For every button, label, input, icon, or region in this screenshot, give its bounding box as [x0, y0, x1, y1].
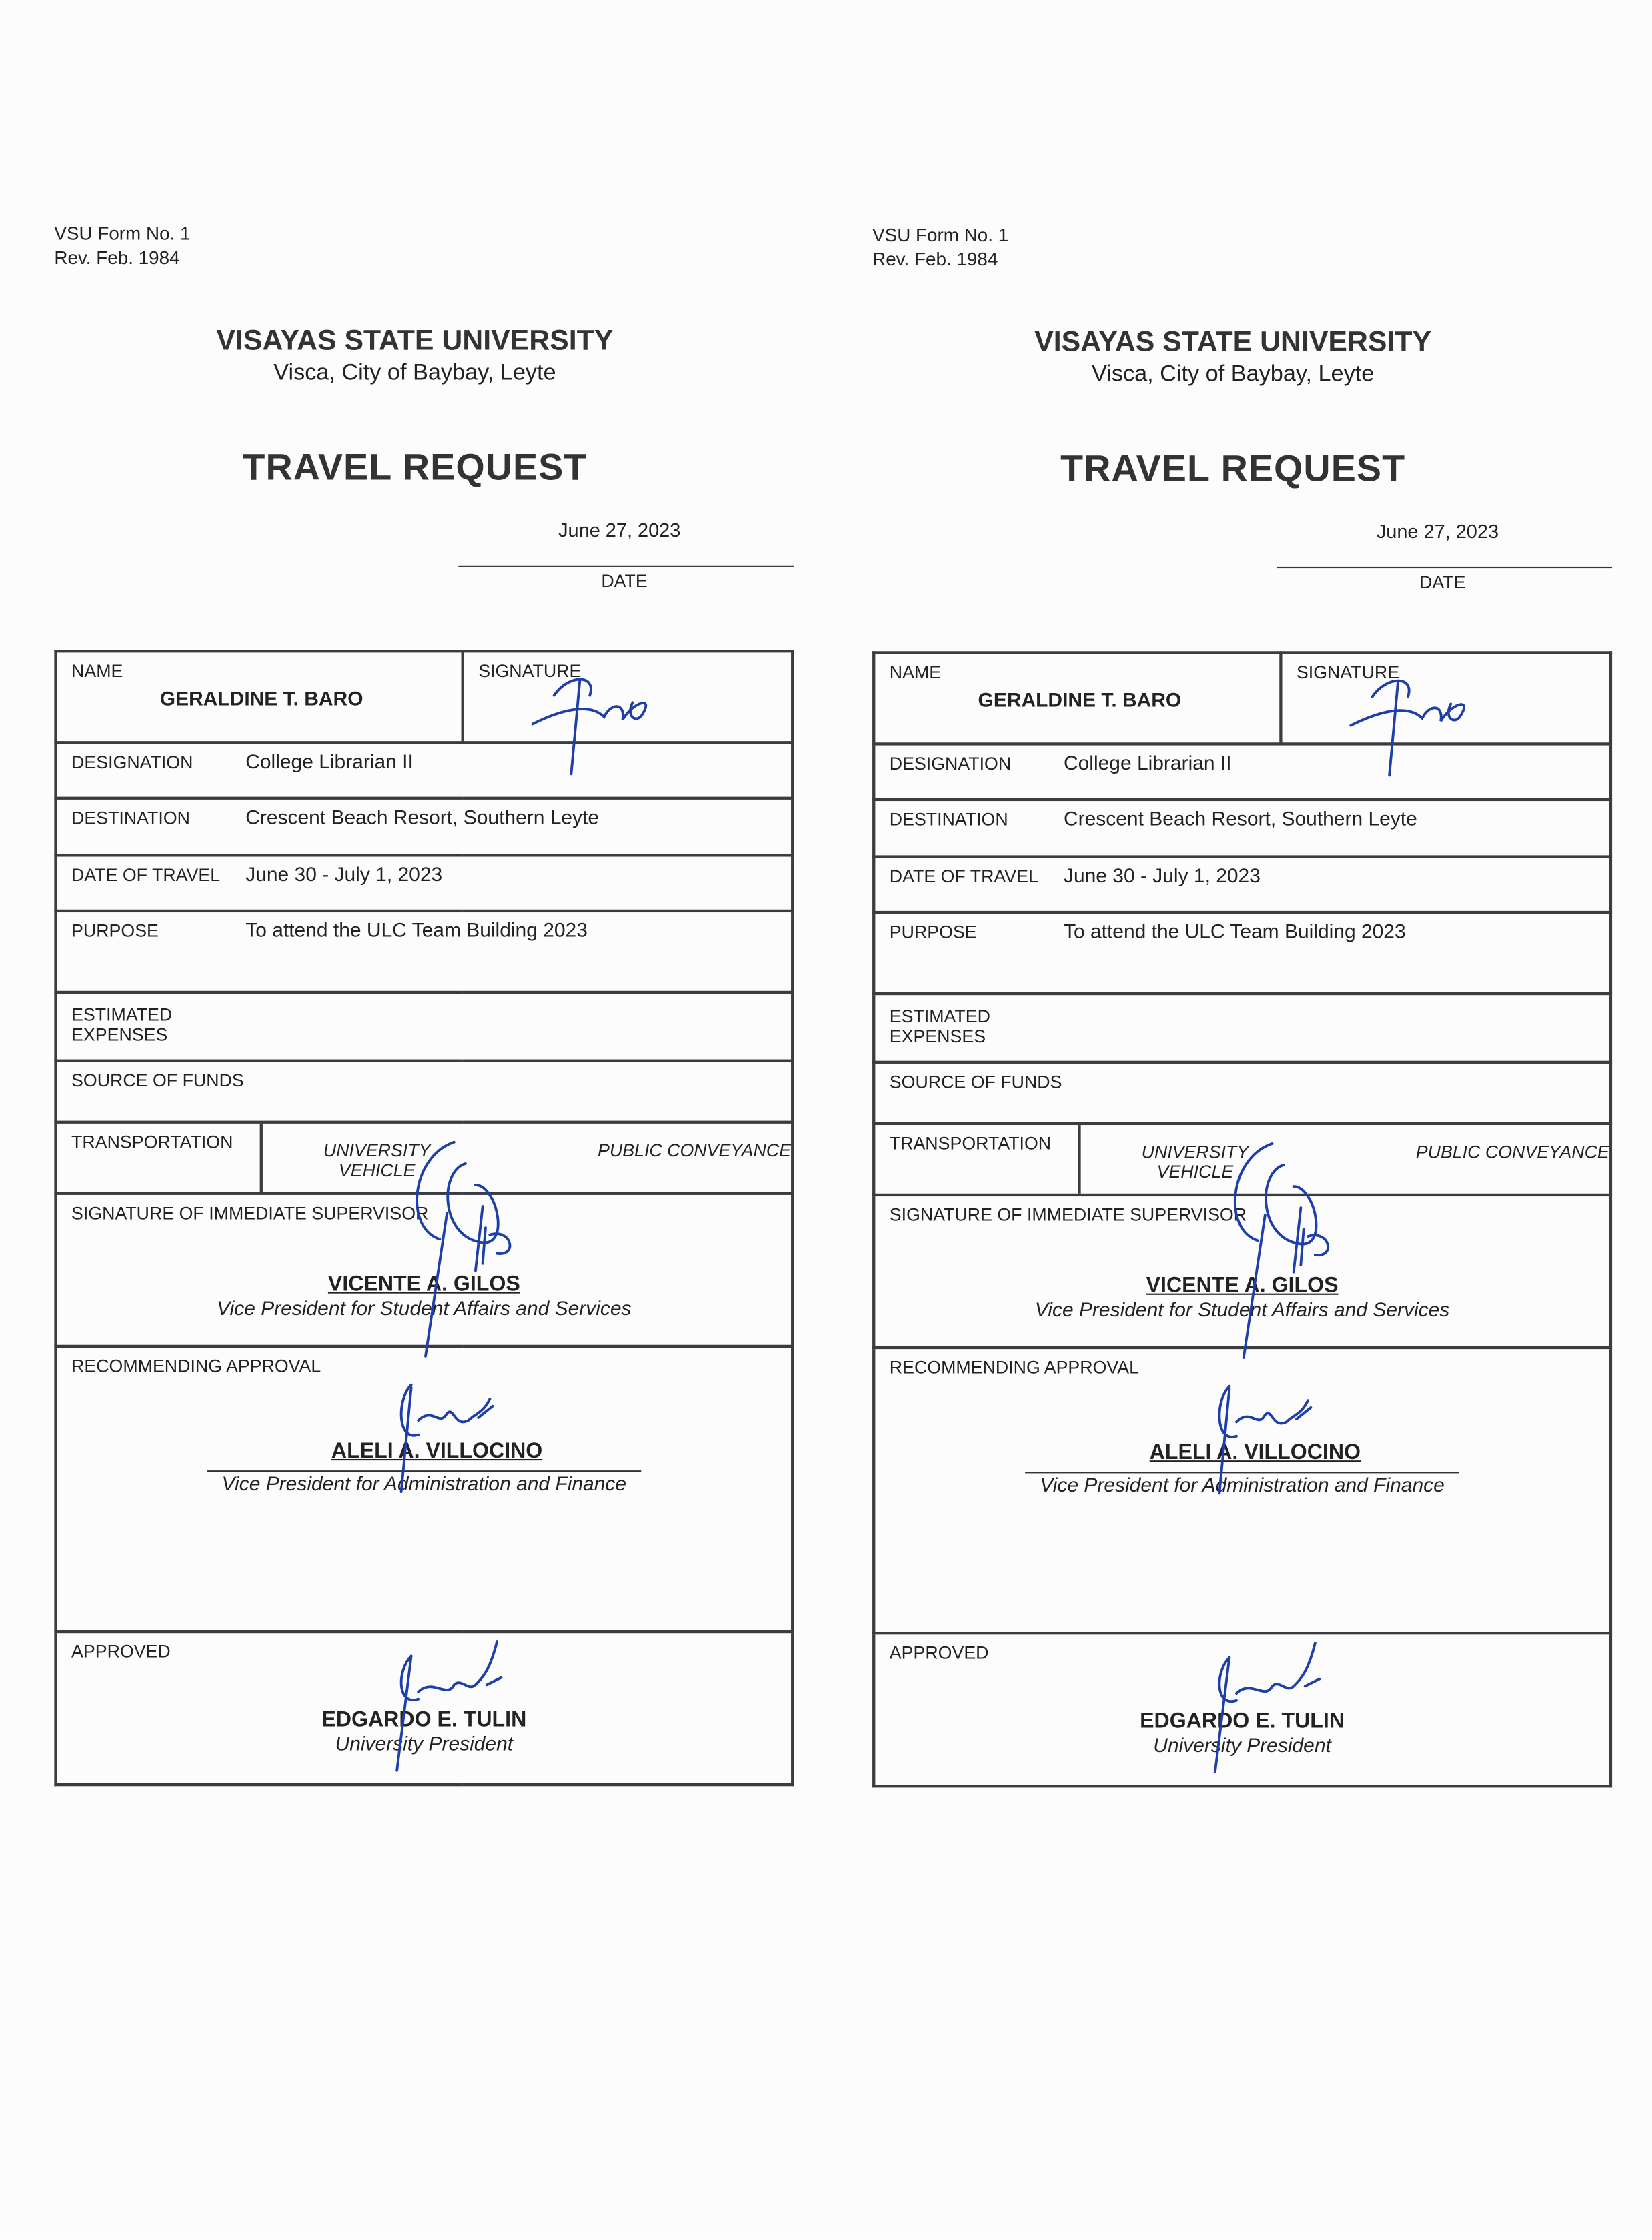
name-row: [874, 652, 1611, 744]
signature-label: SIGNATURE: [1296, 662, 1400, 683]
destination-label: DESTINATION: [71, 808, 190, 828]
approved-row: [874, 1633, 1611, 1786]
recommending-label: RECOMMENDING APPROVAL: [889, 1357, 1140, 1378]
approved-name: EDGARDO E. TULIN: [321, 1707, 527, 1732]
revision-text: Rev. Feb. 1984: [54, 247, 180, 269]
purpose-value: To attend the ULC Team Building 2023: [1063, 919, 1406, 942]
university-address: Visca, City of Baybay, Leyte: [273, 361, 556, 386]
transportation-row: [55, 1122, 792, 1194]
option-1-line2: VEHICLE: [338, 1160, 416, 1181]
signature-label: SIGNATURE: [478, 661, 582, 682]
recommending-cell: [55, 1346, 792, 1632]
purpose-row: [874, 912, 1611, 994]
university-header: [872, 327, 1593, 388]
transportation-label-cell: [875, 1125, 1080, 1194]
recommending-name: ALELI A. VILLOCINO: [331, 1439, 543, 1464]
source-of-funds-cell: [55, 1061, 792, 1122]
estimated-label-line1: ESTIMATED: [889, 1006, 990, 1027]
option-public-conveyance[interactable]: PUBLIC CONVEYANCE: [598, 1140, 792, 1161]
designation-value: College Librarian II: [1063, 751, 1232, 774]
purpose-cell: [874, 912, 1611, 994]
approved-row: [55, 1632, 792, 1785]
transportation-cell: [874, 1124, 1611, 1195]
form-no-text: VSU Form No. 1: [54, 222, 191, 245]
recommending-name: ALELI A. VILLOCINO: [1149, 1440, 1361, 1465]
approved-title: University President: [1153, 1733, 1331, 1757]
supervisor-cell: [874, 1195, 1611, 1348]
date-value: June 27, 2023: [1376, 521, 1499, 543]
destination-cell: [55, 798, 792, 856]
name-value: GERALDINE T. BARO: [978, 688, 1182, 712]
designation-cell: [874, 744, 1611, 799]
date-of-travel-cell: [874, 857, 1611, 912]
designation-label: DESIGNATION: [71, 752, 193, 773]
supervisor-name: VICENTE A. GILOS: [1146, 1273, 1339, 1298]
approved-title: University President: [335, 1731, 514, 1755]
recommending-row: [55, 1346, 792, 1632]
recommending-cell: [874, 1348, 1611, 1633]
recommending-title: Vice President for Administration and Finance: [1040, 1473, 1445, 1496]
name-label: NAME: [889, 662, 942, 683]
form-title: TRAVEL REQUEST: [242, 445, 588, 489]
name-row: [55, 651, 792, 742]
name-cell: [874, 652, 1281, 744]
estimated-expenses-cell: [874, 994, 1611, 1062]
transportation-label-cell: [57, 1124, 263, 1192]
supervisor-label: SIGNATURE OF IMMEDIATE SUPERVISOR: [889, 1204, 1247, 1225]
form-no-text: VSU Form No. 1: [872, 224, 1009, 246]
option-university-vehicle[interactable]: [1081, 1125, 1310, 1194]
signature-cell: [1281, 652, 1611, 744]
purpose-row: [55, 911, 792, 992]
purpose-label: PURPOSE: [889, 922, 977, 942]
date-of-travel-label: DATE OF TRAVEL: [889, 866, 1038, 887]
approved-label: APPROVED: [71, 1642, 171, 1662]
designation-value: College Librarian II: [245, 749, 414, 773]
university-header: [54, 325, 775, 387]
option-1-line1: UNIVERSITY: [1141, 1142, 1249, 1162]
source-of-funds-label: SOURCE OF FUNDS: [889, 1072, 1062, 1092]
approved-cell: [55, 1632, 792, 1785]
date-line: [458, 566, 794, 567]
university-name: VISAYAS STATE UNIVERSITY: [216, 325, 614, 357]
date-of-travel-value: June 30 - July 1, 2023: [1063, 864, 1261, 887]
supervisor-label: SIGNATURE OF IMMEDIATE SUPERVISOR: [71, 1203, 429, 1224]
option-1-line2: VEHICLE: [1156, 1162, 1234, 1182]
estimated-label-line2: EXPENSES: [889, 1026, 986, 1047]
form-number: [54, 221, 190, 270]
supervisor-row: [874, 1195, 1611, 1348]
estimated-expenses-cell: [55, 992, 792, 1061]
estimated-label-line2: EXPENSES: [71, 1025, 168, 1046]
supervisor-title: Vice President for Student Affairs and Services: [217, 1296, 632, 1320]
estimated-expenses-row: [874, 994, 1611, 1062]
name-value: GERALDINE T. BARO: [159, 686, 363, 710]
source-of-funds-cell: [874, 1062, 1611, 1124]
university-name: VISAYAS STATE UNIVERSITY: [1034, 327, 1432, 359]
name-cell: [55, 651, 462, 742]
source-of-funds-label: SOURCE OF FUNDS: [71, 1070, 244, 1091]
approved-label: APPROVED: [889, 1643, 989, 1664]
date-of-travel-cell: [55, 855, 792, 910]
supervisor-name: VICENTE A. GILOS: [327, 1272, 520, 1296]
signature-cell: [463, 651, 793, 742]
name-label: NAME: [71, 661, 123, 682]
travel-request-table: [872, 651, 1612, 1787]
estimated-label-line1: ESTIMATED: [71, 1005, 173, 1026]
form-title: TRAVEL REQUEST: [1060, 447, 1406, 490]
destination-row: [874, 800, 1611, 857]
option-public-conveyance[interactable]: PUBLIC CONVEYANCE: [1415, 1142, 1609, 1162]
supervisor-cell: [55, 1194, 792, 1346]
option-university-vehicle[interactable]: [263, 1124, 492, 1192]
travel-request-form-left: [54, 0, 796, 2239]
travel-request-table: [54, 650, 794, 1786]
designation-row: [55, 742, 792, 798]
transportation-label: TRANSPORTATION: [71, 1132, 233, 1152]
purpose-label: PURPOSE: [71, 920, 159, 941]
destination-value: Crescent Beach Resort, Southern Leyte: [1063, 806, 1417, 830]
destination-label: DESTINATION: [889, 809, 1008, 830]
destination-cell: [874, 800, 1611, 857]
form-number: [872, 223, 1008, 271]
option-1-line1: UNIVERSITY: [323, 1140, 431, 1161]
purpose-value: To attend the ULC Team Building 2023: [245, 918, 588, 941]
date-label: DATE: [601, 571, 648, 592]
date-of-travel-row: [874, 857, 1611, 912]
recommending-row: [874, 1348, 1611, 1633]
date-label: DATE: [1419, 572, 1466, 593]
date-of-travel-row: [55, 855, 792, 910]
recommending-label: RECOMMENDING APPROVAL: [71, 1356, 321, 1376]
destination-value: Crescent Beach Resort, Southern Leyte: [245, 805, 600, 828]
transportation-row: [874, 1124, 1611, 1195]
date-value: June 27, 2023: [558, 519, 681, 541]
destination-row: [55, 798, 792, 856]
date-line: [1277, 567, 1612, 568]
estimated-expenses-label: [57, 994, 791, 1045]
date-of-travel-label: DATE OF TRAVEL: [71, 865, 221, 886]
transportation-cell: [55, 1122, 792, 1194]
transportation-label: TRANSPORTATION: [889, 1133, 1052, 1154]
designation-cell: [55, 742, 792, 798]
travel-request-form-right: [872, 1, 1615, 2240]
purpose-cell: [55, 911, 792, 992]
designation-label: DESIGNATION: [889, 754, 1012, 774]
estimated-expenses-label: [875, 995, 1609, 1046]
supervisor-title: Vice President for Student Affairs and Services: [1034, 1298, 1450, 1321]
supervisor-row: [55, 1194, 792, 1346]
revision-text: Rev. Feb. 1984: [872, 248, 998, 270]
source-of-funds-row: [874, 1062, 1611, 1124]
approved-cell: [874, 1633, 1611, 1786]
university-address: Visca, City of Baybay, Leyte: [1091, 362, 1375, 387]
approved-name: EDGARDO E. TULIN: [1140, 1709, 1345, 1734]
date-of-travel-value: June 30 - July 1, 2023: [245, 862, 443, 886]
estimated-expenses-row: [55, 992, 792, 1061]
recommending-title: Vice President for Administration and Finance: [221, 1472, 627, 1495]
designation-row: [874, 744, 1611, 799]
source-of-funds-row: [55, 1061, 792, 1122]
